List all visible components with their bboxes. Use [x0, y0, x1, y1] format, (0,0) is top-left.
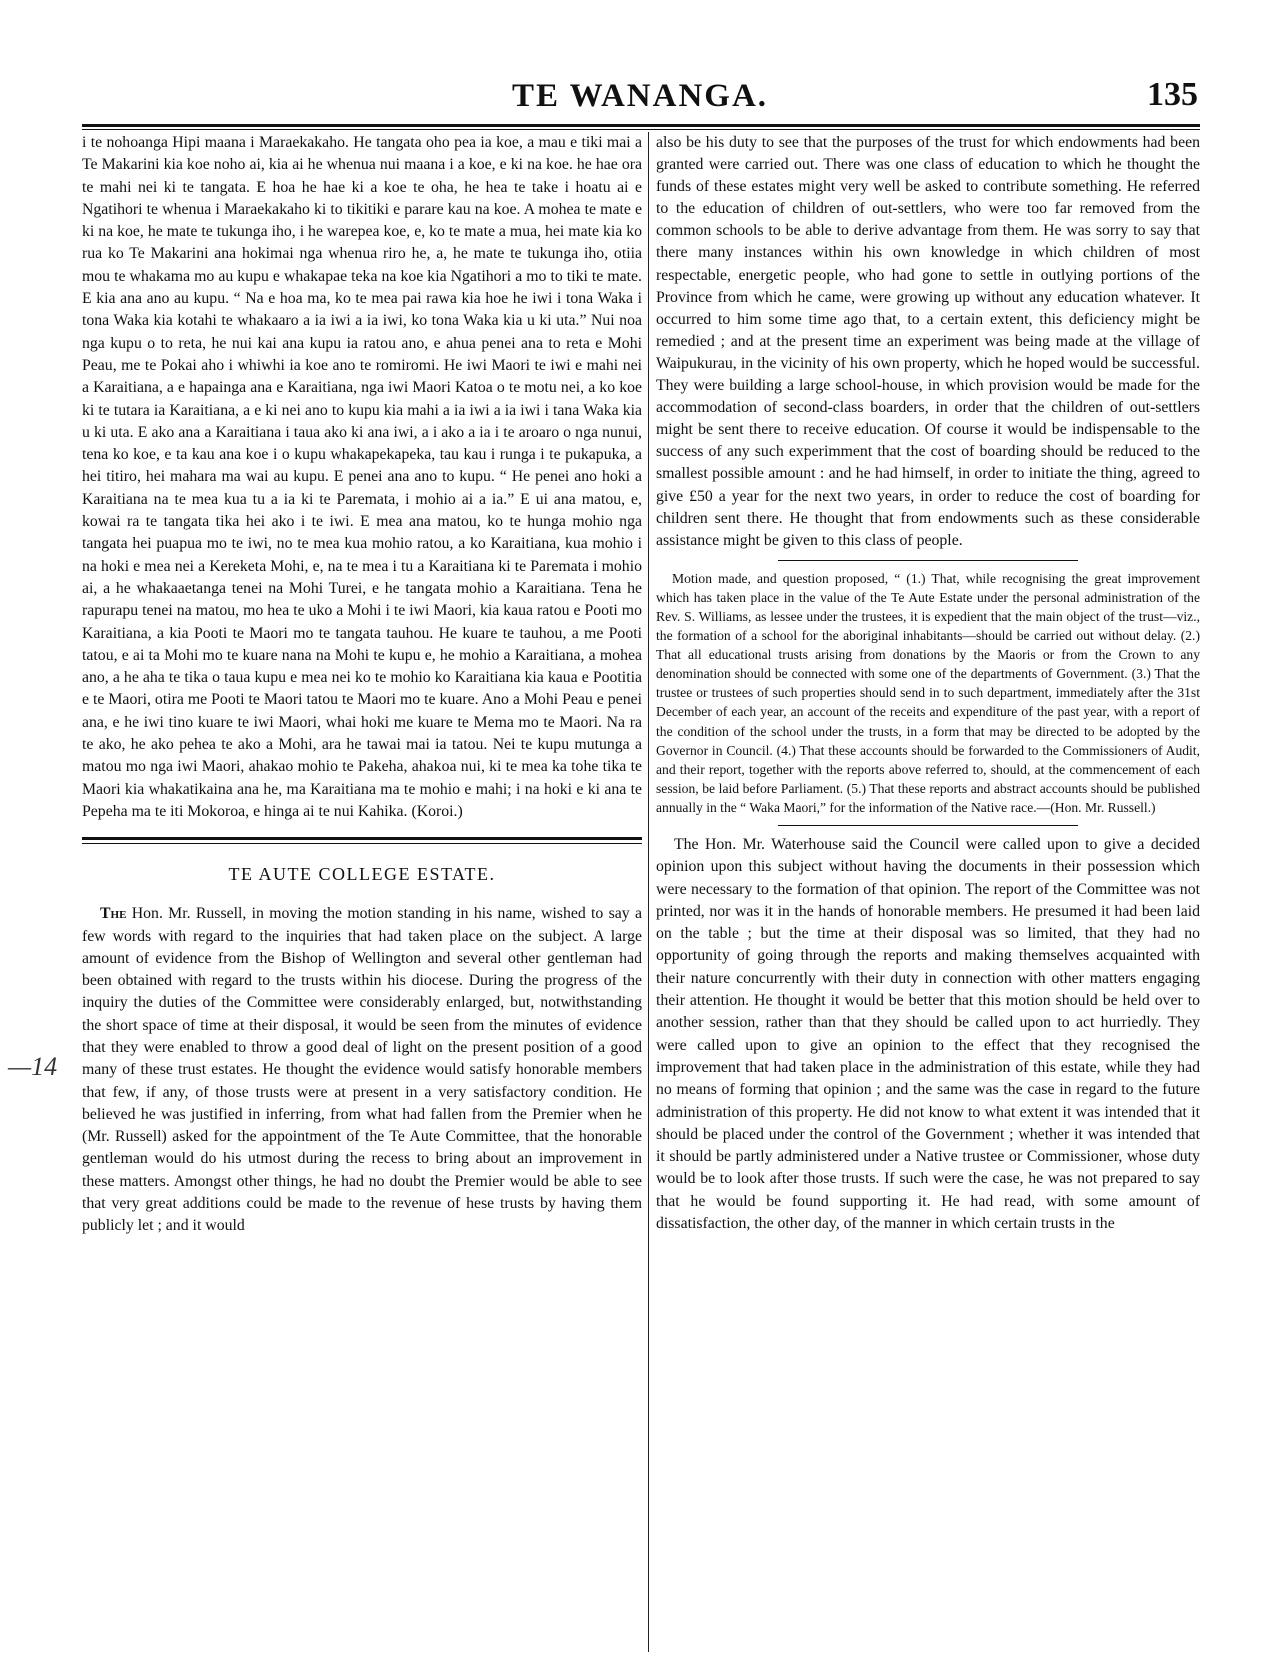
section-divider: [82, 837, 642, 840]
paragraph-divider-2: [778, 825, 1078, 826]
handwritten-margin-note: —14: [8, 1052, 58, 1081]
page-header: [0, 78, 1280, 128]
maori-letter-text: i te nohoanga Hipi maana i Maraekakaho. He tangata oho pea ia koe, a mau e tiki mai a Te Makarini kia koe noho ai, kia ai he whenua nui maana i a koe, e ki na koe. he hae ora te mahi nei ki te tangata. E hoa he hae ki a koe te oha, he hea te take i hoatu ai e Ngatihori te whenua i Maraekakaho ki to tikitiki e parare kau na koe. A mohea te mate e ki na koe, he mate te tukunga iho, i he warepea koe, e, ko te mate a mua, hei mate kia ko rua ko Te Makarini ana hokimai nga whenua riro he, a, he mate te tukunga iho, otiia mou te whakama mo au kupu e whakapae teka na koe kia Ngatihori a mo to tiki te mate. E kia ana ano au kupu. “ Na e hoa ma, ko te mea pai rawa kia hoe he iwi i tona Waka i tona Waka kia kotahi te whakaaro a ia iwi a ia iwi, ko tona Waka kia u ki uta.” Nui noa nga kupu o to reta, he nui kai ana kupu ia ratou ano, e ahua penei ana to reta e Mohi Peau, me te Pokai aho i whiwhi ia koe ano te romiromi. He iwi Maori te iwi e mahi nei a Karaitiana, a e hapainga ana e Karaitiana, nga iwi Maori Katoa o te motu nei, a ko koe ki te tutara ia Karaitiana, a e ki nei ano to kupu kia mahi a ia iwi a ia iwi i tana Waka kia u ki uta. E ako ana a Karaitiana i taua ako ki ana iwi, a i ako a ia i te aroaro o nga nunui, tena ko koe, e ta kau ana koe i o kupu whakapekapeka, tau kau i runga i te pukapuka, a hei titiro, hei mahara ma wai au kupu. E penei ana ano to kupu. “ He penei ano hoki a Karaitiana na te mea kua tu a ia ki te Paremata, i mohio ai a ia.” E ui ana matou, e, kowai ra te tangata tika hei ako i te iwi. E mea ana matou, ko te hunga mohio nga tangata hei puapua mo te iwi, no te mea kua mohio ratou, a ko Karaitiana, kua mohio i na hoki e mea nei a Kereketa Mohi, e, na te mea i tu a Karaitiana ki te Paremata i mohio ai, a he whakaaetanga tenei na Mohi Turei, e he tangata mohio a Karaitiana. Tena he rapurapu tenei na matou, mo hea te uko a Mohi i te iwi Maori, kia kaua ratou e Pooti mo Karaitiana, a kia Pooti te Maori mo te tangata tauhou. He kuare te tauhou, a me Pooti tatou, e ai ta Mohi mo te kuare nana na Mohi te kupu e, he mohio a Karaitiana, a mohea ano, a he aha te tika o taua kupu e mea nei ko te mohio ko Karaitiana kia kaua e Pootitia e te Maori, otira me Pooti te Maori tatou te Maori mo te kuare. Ano a Mohi Peau e penei ana, e he iwi tino kuare te iwi Maori, whai hoki me kuare te Mema mo te Maori. Na ra te ako, he ako pehea te ako a Mohi, ara he tawai mai ia tatou. Nei te kupu mutunga a matou mo nga iwi Maori, ahakao mohio te Pakeha, ahakoa nui, ki te mea ka tohe tika te Maori kia whakatikaina ana he, ma Karaitiana ma te mohio e mahi; i na hoki e ki ana te Pepeha ma te iti Mokoroa, e hinga ai te nui Kahika. (Koroi.): [82, 134, 642, 820]
section-divider-thin: [82, 843, 642, 844]
left-column: [82, 132, 642, 1657]
right-column: [656, 132, 1200, 1657]
masthead-title: TE WANANGA.: [511, 78, 769, 114]
lead-word: The: [100, 905, 127, 923]
russell-speech-text: Hon. Mr. Russell, in moving the motion standing in his name, wished to say a few words with regard to the inquiries that had taken place on the subject. A large amount of evidence from the Bishop of Wellington and several other gentleman had been obtained with regard to the trusts within his diocese. During the progress of the inquiry the duties of the Committee were considerably enlarged, but, notwithstanding the short space of time at their disposal, it would be seen from the minutes of evidence that they were enabled to throw a good deal of light on the present position of a good many of these trust estates. He thought the evidence would satisfy honorable members that few, if any, of those trusts were at present in a very satisfactory condition. He believed he was justified in inferring, from what had fallen from the Premier when he (Mr. Russell) asked for the appointment of the Te Aute Committee, that the honorable gentleman would do his utmost during the recess to bring about an improvement in these matters. Amongst other things, he had no doubt the Premier would be able to see that very great additions could be made to the revenue of hese trusts by having them publicly let ; and it would: [82, 905, 642, 1235]
page-number: 135: [1147, 76, 1198, 113]
russell-speech-continued: also be his duty to see that the purposes of the trust for which endowments had been granted were carried out. There was one class of education to which he thought the funds of these estates might very well be asked to contribute something. He referred to the education of children of out-settlers, who were too far removed from the common schools to be able to derive advantage from them. He was sorry to say that there many instances within his own knowledge in which children of most respectable, energetic people, who had gone to settle in outlying portions of the Province from which he came, were growing up without any education whatever. It occurred to him some time ago that, to a certain extent, this deficiency might be remedied ; and at the present time an experiment was being made at the village of Waipukurau, in the vicinity of his own property, which he hoped would be successful. They were building a large school-house, in which provision would be made for the accommodation of second-class boarders, in order that the children of out-settlers might be sent there to receive education. Of course it would be indispensable to the success of any such experimment that the cost of boarding should be reduced to the smallest possible amount : and he had himself, in order to initiate the thing, agreed to give £50 a year for the next two years, in order to reduce the cost of boarding for children sent there. He thought that from endowments such as these considerable assistance might be given to this class of people.: [656, 134, 1200, 549]
motion-text: Motion made, and question proposed, “ (1.) That, while recognising the great improvement which has taken place in the value of the Te Aute Estate under the personal administration of the Rev. S. Williams, as lessee under the trustees, it is expedient that the main object of the trust—viz., the formation of a school for the aboriginal inhabitants—should be carried out without delay. (2.) That all educational trusts arising from donations by the Maoris or from the Crown to any denomination should be connected with some one of the departments of Government. (3.) That the trustee or trustees of such properties should send in to such department, immediately after the 31st December of each year, an account of the receits and expenditure of the past year, with a report of the condition of the school under the trusts, in a form that may be directed to be adopted by the Governor in Council. (4.) That these accounts should be forwarded to the Commissioners of Audit, and their report, together with the reports above referred to, should, at the commencement of each session, be laid before Parliament. (5.) That these reports and abstract accounts should be published annually in the “ Waka Maori,” for the information of the Native race.—(Hon. Mr. Russell.): [656, 570, 1200, 815]
paragraph-divider: [778, 560, 1078, 561]
column-divider: [648, 132, 649, 1652]
waterhouse-speech: The Hon. Mr. Waterhouse said the Council were called upon to give a decided opinion upon this subject without having the documents in their possession which were necessary to the formation of that opinion. The report of the Committee was not printed, nor was it in the hands of honorable members. He presumed it had been laid on the table ; but the time at their disposal was so limited, that they had no opportunity of going through the reports and making themselves acquainted with their nature concurrently with their duty in connection with other matters engaging their attention. He thought it would be better that this motion should be held over to another session, rather than that they should be called upon to act hurriedly. They were called upon to give an opinion to the effect that they recognised the improvement that had taken place in the administration of this estate, while they had no means of forming that opinion ; and the same was the case in regard to the future administration of this property. He did not know to what extent it was intended that it should be placed under the control of the Government ; whether it was intended that it should be partly administered under a Native trustee or Commissioner, whose duty would be to look after those trusts. If such were the case, he was not prepared to say that he would be found supporting it. He had read, with some amount of dissatisfaction, the other day, of the manner in which certain trusts in the: [656, 836, 1200, 1233]
russell-speech: [82, 903, 642, 1237]
header-rule: [82, 124, 1200, 130]
section-title: TE AUTE COLLEGE ESTATE.: [228, 864, 496, 885]
